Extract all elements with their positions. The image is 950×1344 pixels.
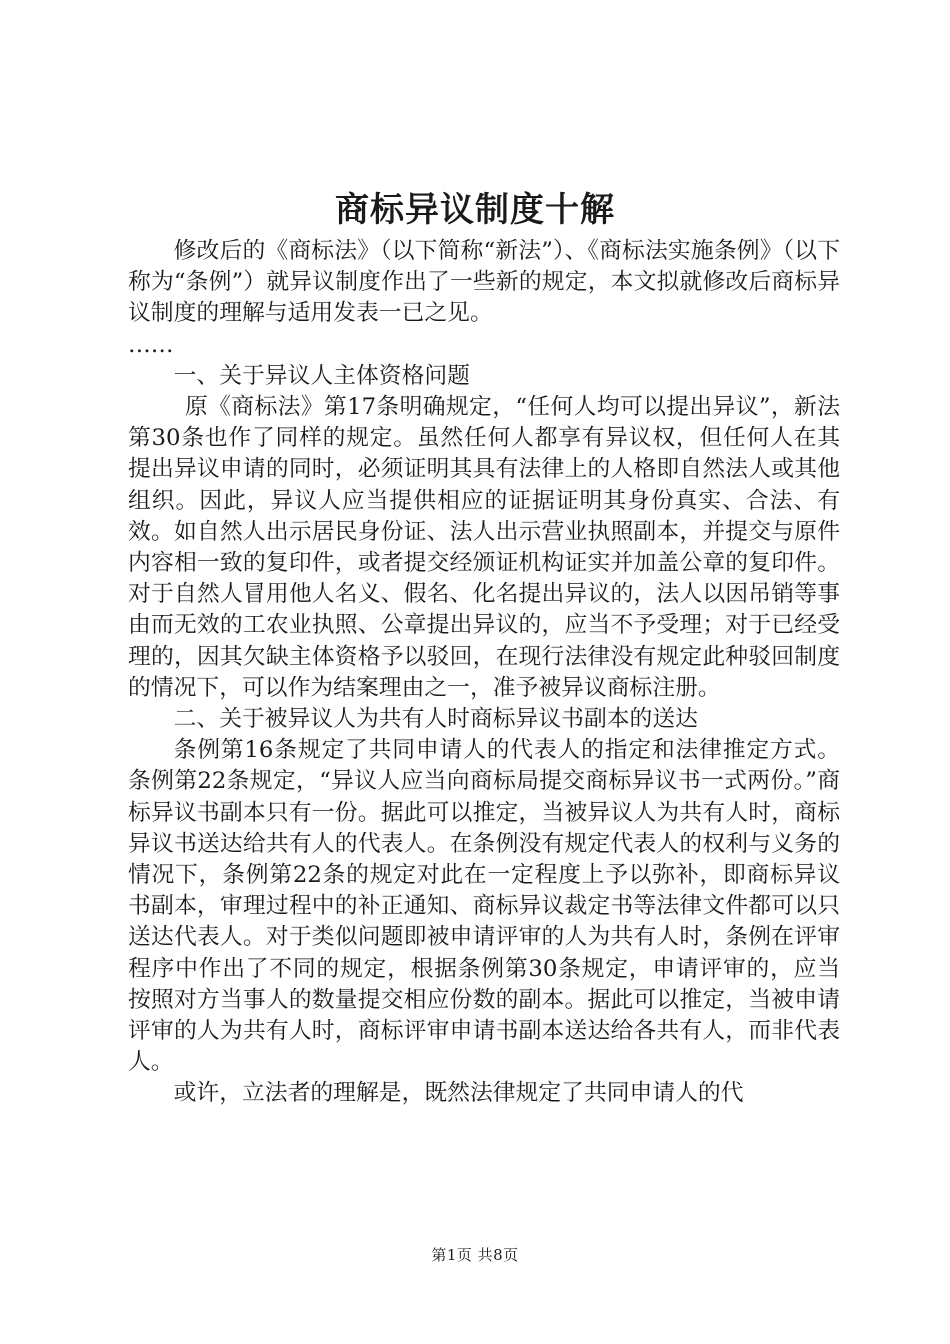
document-title: 商标异议制度十解 [335, 190, 615, 230]
paragraph-section-2: 条例第16条规定了共同申请人的代表人的指定和法律推定方式。条例第22条规定，“异议人应当向商标局提交商标异议书一式两份。”商标异议书副本只有一份。据此可以推定，当被异议人为共有人时，商标异议书送达给共有人的代表人。在条例没有规定代表人的权利与义务的情况下，条例第22条的规定对此在一定程度上予以弥补，即商标异议书副本，审理过程中的补正通知、商标异议裁定书等法律文件都可以只送达代表人。对于类似问题即被申请评审的人为共有人时，条例在评审程序中作出了不同的规定，根据条例第30条规定，申请评审的，应当按照对方当事人的数量提交相应份数的副本。据此可以推定，当被申请评审的人为共有人时，商标评审申请书副本送达给各共有人，而非代表人。 [128, 737, 840, 1076]
paragraph-intro: 修改后的《商标法》（以下简称“新法”）、《商标法实施条例》（以下称为“条例”）就异议制度作出了一些新的规定，本文拟就修改后商标异议制度的理解与适用发表一已之见。 [128, 238, 840, 327]
page-footer: 第1页 共8页 [431, 1246, 519, 1264]
document-body [128, 236, 840, 1110]
ellipsis-line: …… [128, 331, 174, 358]
paragraph-section-1: 原《商标法》第17条明确规定，“任何人均可以提出异议”，新法第30条也作了同样的规定。虽然任何人都享有异议权，但任何人在其提出异议申请的同时，必须证明其具有法律上的人格即自然法人或其他组织。因此，异议人应当提供相应的证据证明其身份真实、合法、有效。如自然人出示居民身份证、法人出示营业执照副本，并提交与原件内容相一致的复印件，或者提交经颁证机构证实并加盖公章的复印件。对于自然人冒用他人名义、假名、化名提出异议的，法人以因吊销等事由而无效的工农业执照、公章提出异议的，应当不予受理；对于已经受理的，因其欠缺主体资格予以驳回，在现行法律没有规定此种驳回制度的情况下，可以作为结案理由之一，准予被异议商标注册。 [128, 394, 840, 701]
section-heading-1: 一、关于异议人主体资格问题 [173, 362, 470, 389]
section-heading-2: 二、关于被异议人为共有人时商标异议书副本的送达 [173, 706, 698, 733]
paragraph-section-2-continued: 或许，立法者的理解是，既然法律规定了共同申请人的代 [173, 1080, 744, 1107]
